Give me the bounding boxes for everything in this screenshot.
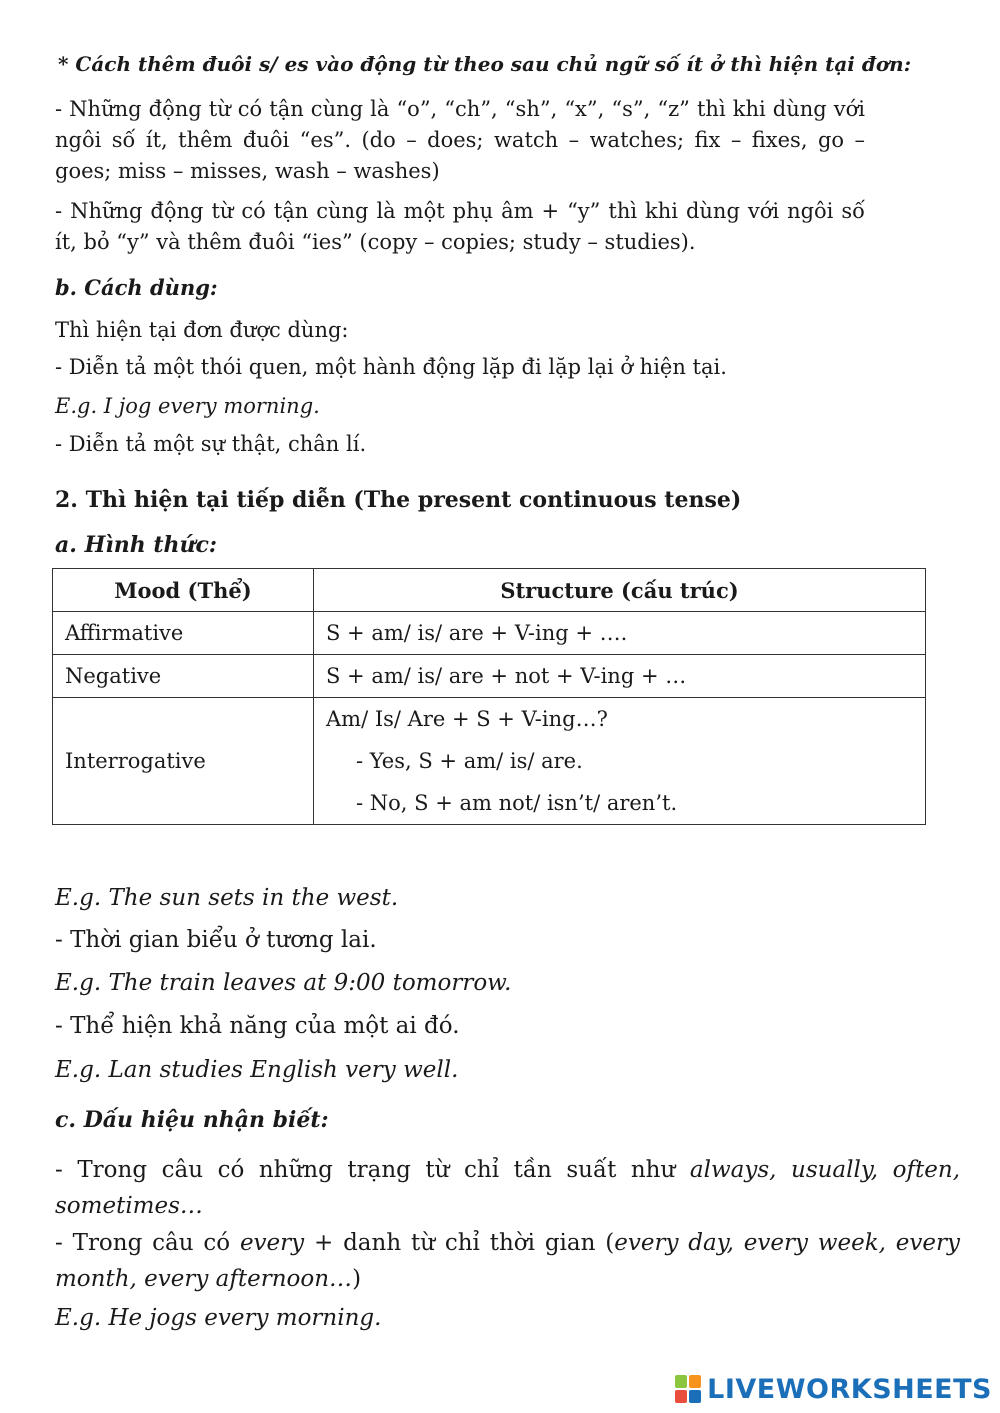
example-sun: E.g. The sun sets in the west. bbox=[55, 885, 399, 911]
usage-ability: - Thể hiện khả năng của một ai đó. bbox=[55, 1013, 460, 1039]
header-structure: Structure (cấu trúc) bbox=[314, 569, 926, 612]
sign-frequency bbox=[55, 1152, 960, 1224]
sign-text: + danh từ chỉ thời gian ( bbox=[304, 1230, 615, 1256]
sign-text: ) bbox=[352, 1266, 362, 1292]
sign-every-word: every bbox=[239, 1230, 305, 1256]
structure-cell: S + am/ is/ are + not + V-ing + … bbox=[314, 655, 926, 698]
rule-ies: - Những động từ có tận cùng là một phụ âm + “y” thì khi dùng với ngôi số ít, bỏ “y” và thêm đuôi “ies” (copy – copies; study – studies). bbox=[55, 199, 865, 254]
table-row bbox=[53, 612, 926, 655]
sign-time-phrases: every day, every week, every month, every afternoon… bbox=[55, 1230, 961, 1292]
usage-habit: - Diễn tả một thói quen, một hành động lặp đi lặp lại ở hiện tại. bbox=[55, 355, 727, 379]
liveworksheets-logo-icon bbox=[675, 1375, 703, 1405]
example-lan: E.g. Lan studies English very well. bbox=[55, 1057, 459, 1083]
table-row bbox=[53, 655, 926, 698]
structure-line: Am/ Is/ Are + S + V-ing…? bbox=[326, 707, 608, 731]
liveworksheets-watermark bbox=[675, 1374, 992, 1405]
example-train: E.g. The train leaves at 9:00 tomorrow. bbox=[55, 970, 512, 996]
form-subheading: a. Hình thức: bbox=[55, 532, 218, 558]
rule-es: - Những động từ có tận cùng là “o”, “ch”, “sh”, “x”, “s”, “z” thì khi dùng với ngôi số ít, thêm đuôi “es”. (do – does; watch – watches; fix – fixes, go – goes; miss – misses, wash – washes) bbox=[55, 97, 865, 183]
header-mood: Mood (Thể) bbox=[53, 569, 314, 612]
table-row bbox=[53, 698, 926, 825]
note-title: * Cách thêm đuôi s/ es vào động từ theo sau chủ ngữ số ít ở thì hiện tại đơn: bbox=[58, 52, 912, 76]
mood-cell: Affirmative bbox=[53, 612, 314, 655]
sign-every bbox=[55, 1225, 960, 1297]
structure-table bbox=[52, 568, 926, 825]
section-2-heading: 2. Thì hiện tại tiếp diễn (The present continuous tense) bbox=[55, 487, 742, 513]
usage-truth: - Diễn tả một sự thật, chân lí. bbox=[55, 432, 367, 456]
example-he: E.g. He jogs every morning. bbox=[55, 1305, 382, 1331]
structure-line: - No, S + am not/ isn’t/ aren’t. bbox=[356, 791, 678, 815]
table-header-row bbox=[53, 569, 926, 612]
structure-cell bbox=[314, 698, 926, 825]
usage-intro: Thì hiện tại đơn được dùng: bbox=[55, 318, 349, 342]
section-b-heading: b. Cách dùng: bbox=[55, 275, 218, 300]
usage-timetable: - Thời gian biểu ở tương lai. bbox=[55, 927, 377, 953]
mood-cell: Interrogative bbox=[53, 698, 314, 825]
sign-text: - Trong câu có những trạng từ chỉ tần suất như bbox=[55, 1157, 690, 1183]
mood-cell: Negative bbox=[53, 655, 314, 698]
sign-text: - Trong câu có bbox=[55, 1230, 240, 1256]
example-jog: E.g. I jog every morning. bbox=[55, 394, 320, 418]
structure-line: - Yes, S + am/ is/ are. bbox=[356, 749, 583, 773]
structure-cell: S + am/ is/ are + V-ing + …. bbox=[314, 612, 926, 655]
section-c-heading: c. Dấu hiệu nhận biết: bbox=[55, 1107, 329, 1133]
watermark-text: LIVEWORKSHEETS bbox=[707, 1374, 992, 1405]
sign-adverbs: always, usually, often, sometimes… bbox=[55, 1157, 961, 1219]
